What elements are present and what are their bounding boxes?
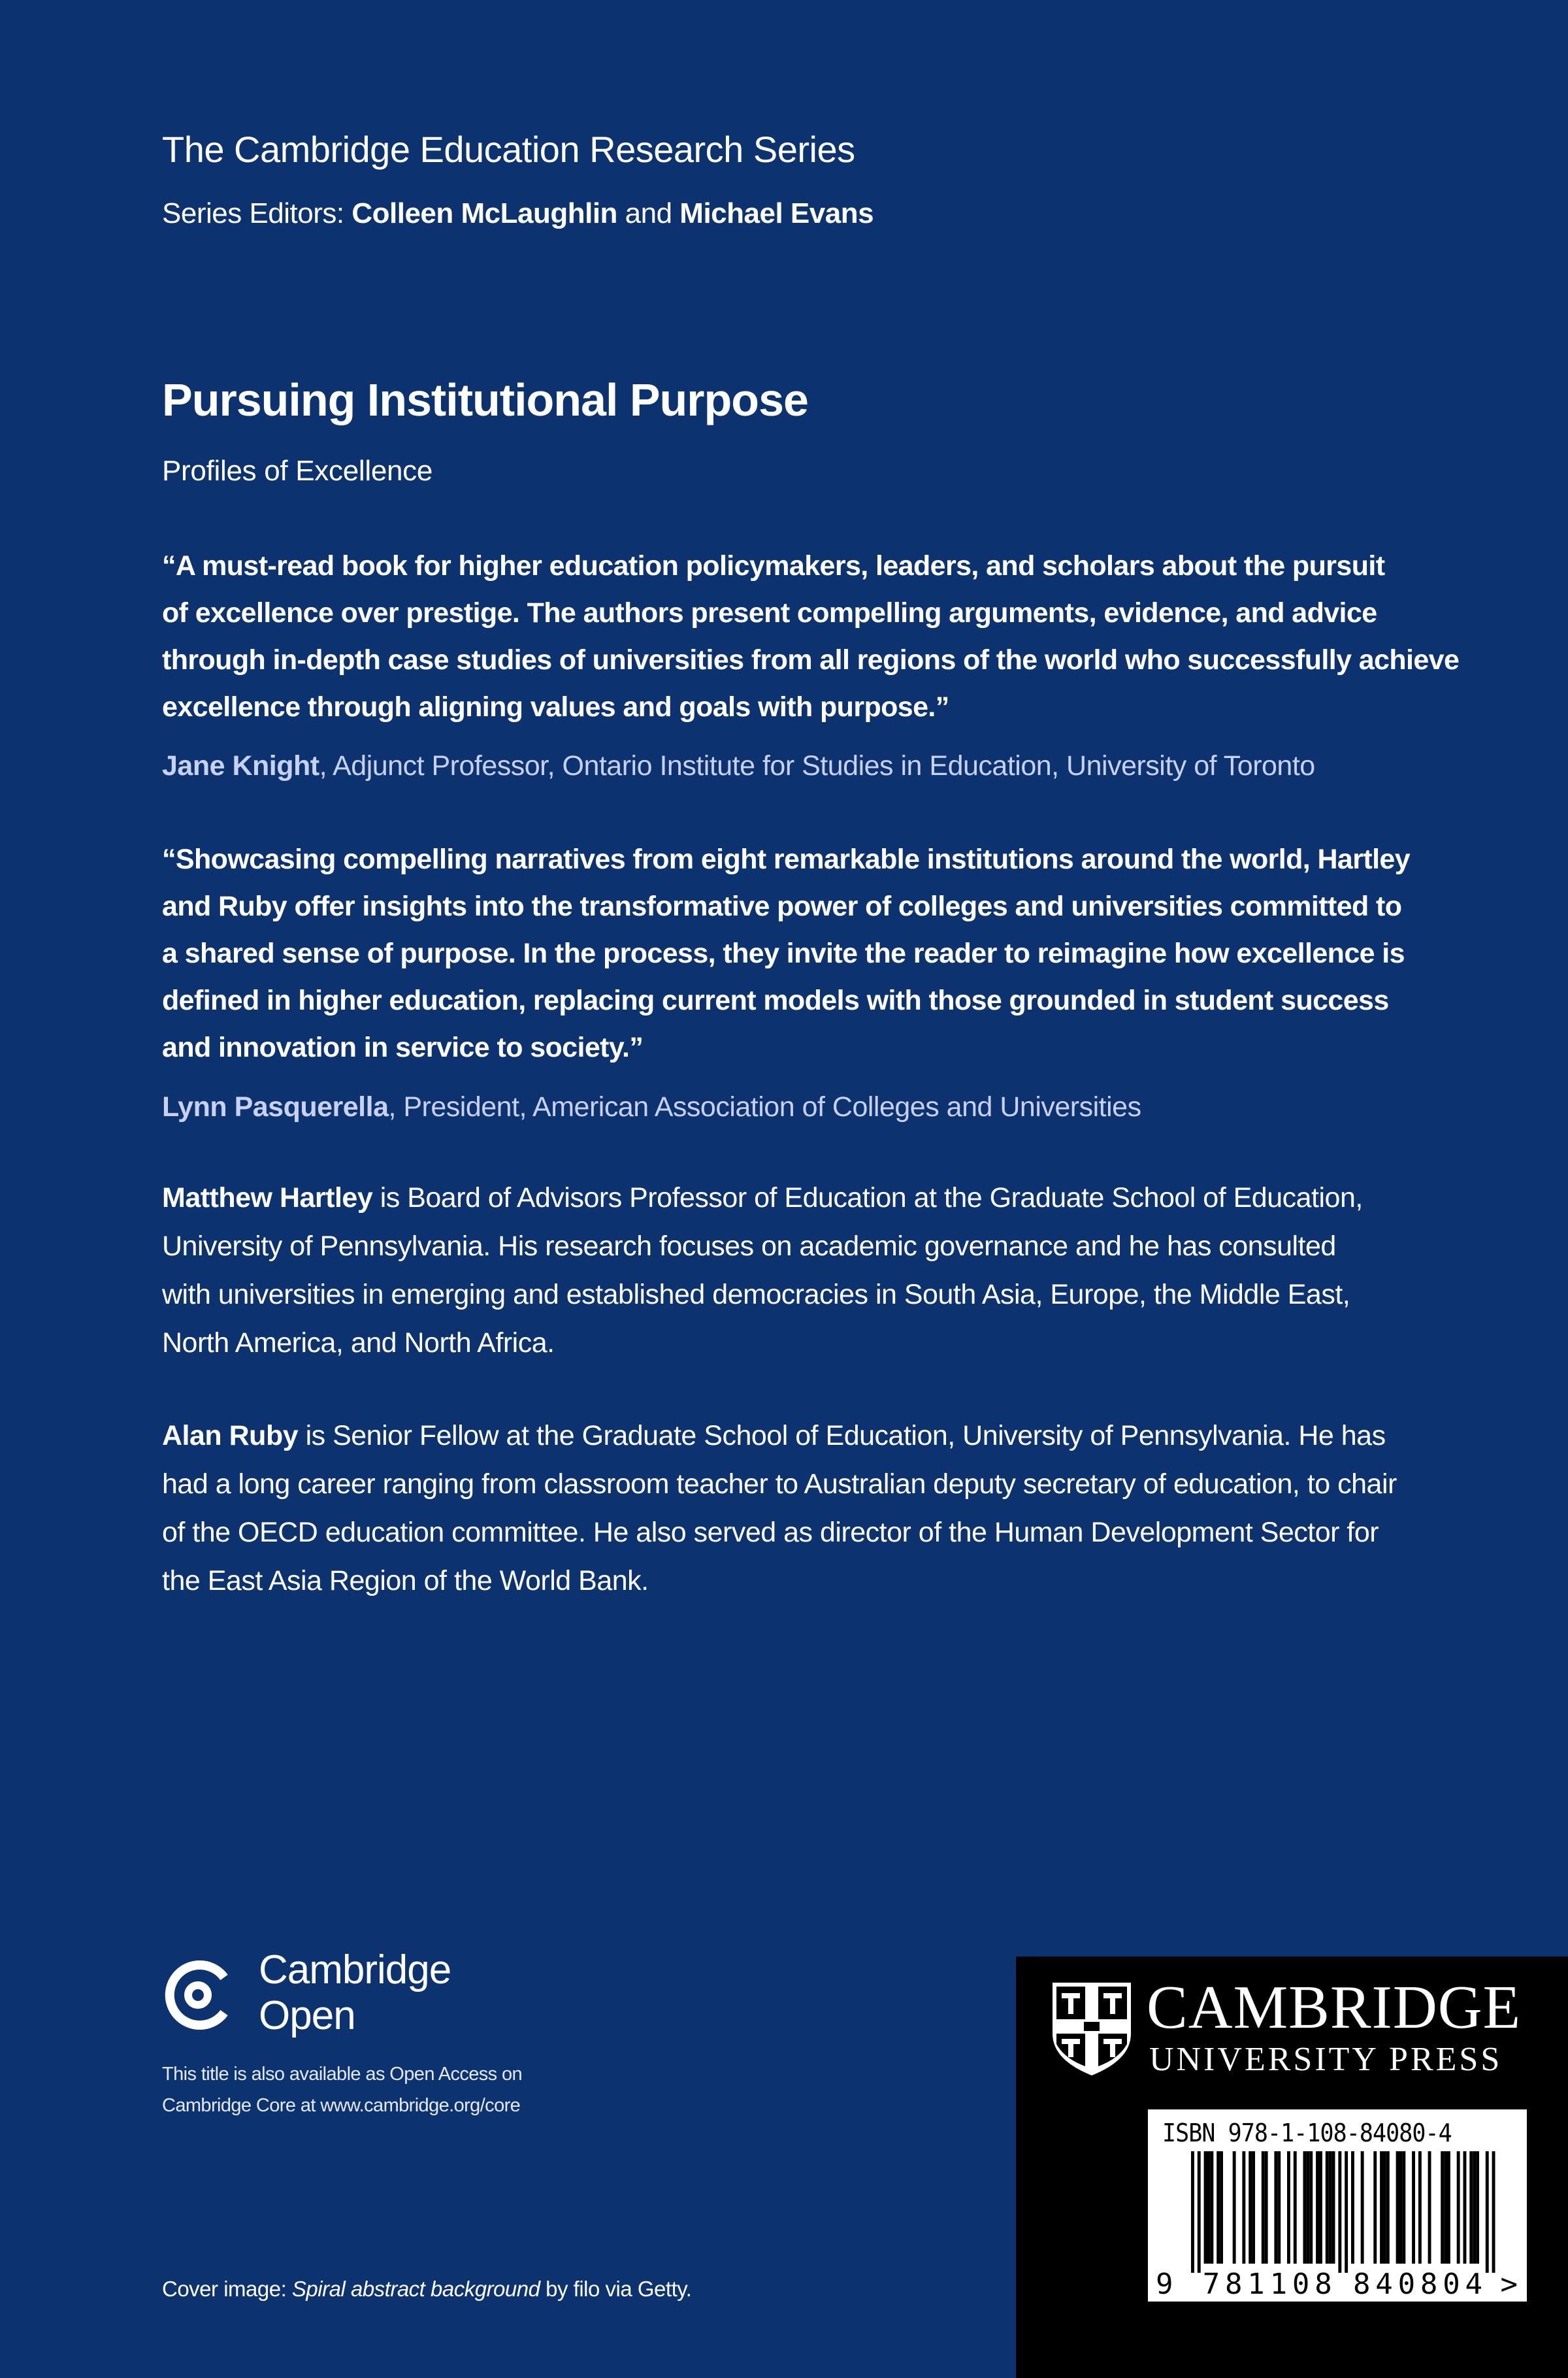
barcode-bar [1399,2151,1403,2264]
quote-line: “A must-read book for higher education policymakers, leaders, and scholars about the pursuit [162,550,1385,582]
cambridge-open-logo-icon [162,1958,234,2032]
barcode-bar [1207,2151,1211,2264]
barcode-bar [1383,2151,1386,2264]
author-name: Matthew Hartley [162,1182,373,1214]
wordmark-line: Cambridge [259,1947,451,1992]
barcode-bar [1262,2151,1265,2264]
barcode-digit: 4 [1375,2268,1393,2301]
barcode-bar [1252,2151,1255,2264]
quote-attribution [162,1090,1141,1124]
editors-and: and [617,197,680,229]
barcode-bar [1249,2151,1252,2264]
barcode-bar [1309,2151,1313,2264]
barcode-bar [1361,2151,1364,2264]
barcode-bar [1204,2151,1207,2264]
editor-name: Michael Evans [679,197,874,229]
barcode-bar [1373,2151,1377,2264]
barcode-digit: 8 [1420,2268,1438,2301]
barcode-bar [1326,2151,1329,2264]
bio-line: had a long career ranging from classroom teacher to Australian deputy secretary of education, to chair [162,1468,1397,1500]
barcode-bar [1287,2151,1290,2264]
barcode-bar [1386,2151,1390,2264]
barcode-bar [1306,2151,1309,2264]
barcode-bar [1463,2151,1467,2264]
cambridge-open-wordmark [259,1947,451,2039]
endorser-name: Jane Knight [162,750,319,782]
barcode-digit: 8 [1353,2268,1371,2301]
wordmark-line: Open [259,1993,355,2038]
quote-line: through in-depth case studies of universities from all regions of the world who successfully achieve [162,644,1460,676]
open-access-note [162,2058,522,2121]
editor-name: Colleen McLaughlin [351,197,617,229]
bio-line: of the OECD education committee. He also served as director of the Human Development Sector for [162,1517,1379,1548]
barcode-bar [1473,2151,1476,2264]
barcode-bar [1447,2151,1450,2264]
note-line: Cambridge Core at www.cambridge.org/core [162,2095,521,2116]
barcode-bar [1469,2151,1473,2264]
barcode-bar [1492,2151,1495,2273]
barcode-bar [1441,2151,1444,2264]
barcode-bar [1380,2151,1383,2264]
quote-line: and Ruby offer insights into the transformative power of colleges and universities committed to [162,891,1402,922]
barcode-bar [1351,2151,1354,2264]
barcode-bar [1319,2151,1322,2264]
quote-line: defined in higher education, replacing current models with those grounded in student success [162,985,1389,1016]
barcode-digit: 0 [1397,2268,1416,2301]
barcode-bar [1412,2151,1415,2264]
barcode-bar [1486,2151,1489,2273]
barcode-bar [1418,2151,1422,2264]
endorsement-quote [162,836,1410,1071]
note-line: This title is also available as Open Access on [162,2064,523,2085]
barcode-digit: > [1500,2268,1518,2301]
barcode-bar [1428,2151,1431,2264]
author-name: Alan Ruby [162,1420,299,1451]
endorser-affiliation: , President, American Association of Colleges and Universities [388,1091,1141,1123]
quote-attribution [162,749,1315,783]
isbn-barcode [1148,2109,1527,2302]
series-title: The Cambridge Education Research Series [162,129,855,170]
barcode-bar [1191,2151,1194,2273]
barcode-bar [1338,2151,1341,2273]
barcode-bar [1217,2151,1220,2264]
barcode-bar [1220,2151,1223,2264]
barcode-digit: 8 [1225,2268,1243,2301]
quote-line: a shared sense of purpose. In the process, they invite the reader to reimagine how excellence is [162,938,1405,969]
barcode [1148,2109,1527,2302]
bio-line [162,1412,1397,1460]
barcode-bar [1345,2151,1348,2273]
quote-line: and innovation in service to society.” [162,1032,644,1063]
barcode-bar [1198,2151,1201,2273]
barcode-bar [1265,2151,1268,2264]
author-bio [162,1412,1397,1605]
credit-title: Spiral abstract background [291,2277,540,2301]
endorsement-quote [162,542,1459,731]
barcode-bar [1210,2151,1213,2264]
barcode-bar [1444,2151,1447,2264]
publisher-subname: UNIVERSITY PRESS [1149,2041,1503,2078]
barcode-digit: 8 [1315,2268,1332,2301]
barcode-bar [1457,2151,1460,2264]
endorser-name: Lynn Pasquerella [162,1091,389,1123]
endorser-affiliation: , Adjunct Professor, Ontario Institute for Studies in Education, University of Toronto [319,750,1315,782]
barcode-bar [1329,2151,1332,2264]
barcode-digit: 0 [1443,2268,1460,2301]
barcode-bar [1294,2151,1297,2264]
barcode-bar [1242,2151,1245,2264]
bio-line: North America, and North Africa. [162,1327,555,1359]
barcode-bar [1396,2151,1399,2264]
bio-text: is Senior Fellow at the Graduate School of Education, University of Pennsylvania. He has [298,1420,1386,1451]
author-bio [162,1174,1363,1367]
credit-suffix: by filo via Getty. [540,2277,692,2301]
barcode-digit: 0 [1292,2268,1310,2301]
bio-line [162,1174,1363,1222]
bio-line: with universities in emerging and established democracies in South Asia, Europe, the Middle East, [162,1279,1350,1310]
quote-line: excellence through aligning values and goals with purpose.” [162,691,949,723]
editors-prefix: Series Editors: [162,197,352,229]
quote-line: of excellence over prestige. The authors present compelling arguments, evidence, and advice [162,597,1377,629]
barcode-bar [1332,2151,1335,2264]
book-subtitle: Profiles of Excellence [162,455,433,487]
barcode-digit: 1 [1269,2268,1288,2301]
barcode-bar [1277,2151,1281,2264]
book-title: Pursuing Institutional Purpose [162,374,808,425]
publisher-panel [1016,1957,1568,2378]
barcode-bar [1233,2151,1236,2264]
barcode-digit: 1 [1247,2268,1265,2301]
barcode-digit: 4 [1465,2268,1482,2301]
credit-prefix: Cover image: [162,2277,292,2301]
barcode-bar [1476,2151,1479,2264]
bio-line: the East Asia Region of the World Bank. [162,1565,649,1596]
publisher-name: CAMBRIDGE [1147,1973,1522,2041]
bio-text: is Board of Advisors Professor of Education at the Graduate School of Education, [372,1182,1363,1214]
barcode-bar [1402,2151,1405,2264]
barcode-bar [1303,2151,1307,2264]
isbn-label: ISBN 978-1-108-84080-4 [1162,2119,1452,2147]
cambridge-shield-icon [1051,1981,1132,2077]
barcode-digit: 7 [1202,2268,1220,2301]
cover-image-credit [162,2277,691,2302]
barcode-bar [1274,2151,1277,2264]
quote-line: “Showcasing compelling narratives from eight remarkable institutions around the world, Hartley [162,844,1411,875]
barcode-digit: 9 [1156,2268,1173,2301]
series-editors [162,197,874,230]
barcode-bar [1316,2151,1319,2264]
bio-line: University of Pennsylvania. His research focuses on academic governance and he has consulted [162,1230,1336,1262]
